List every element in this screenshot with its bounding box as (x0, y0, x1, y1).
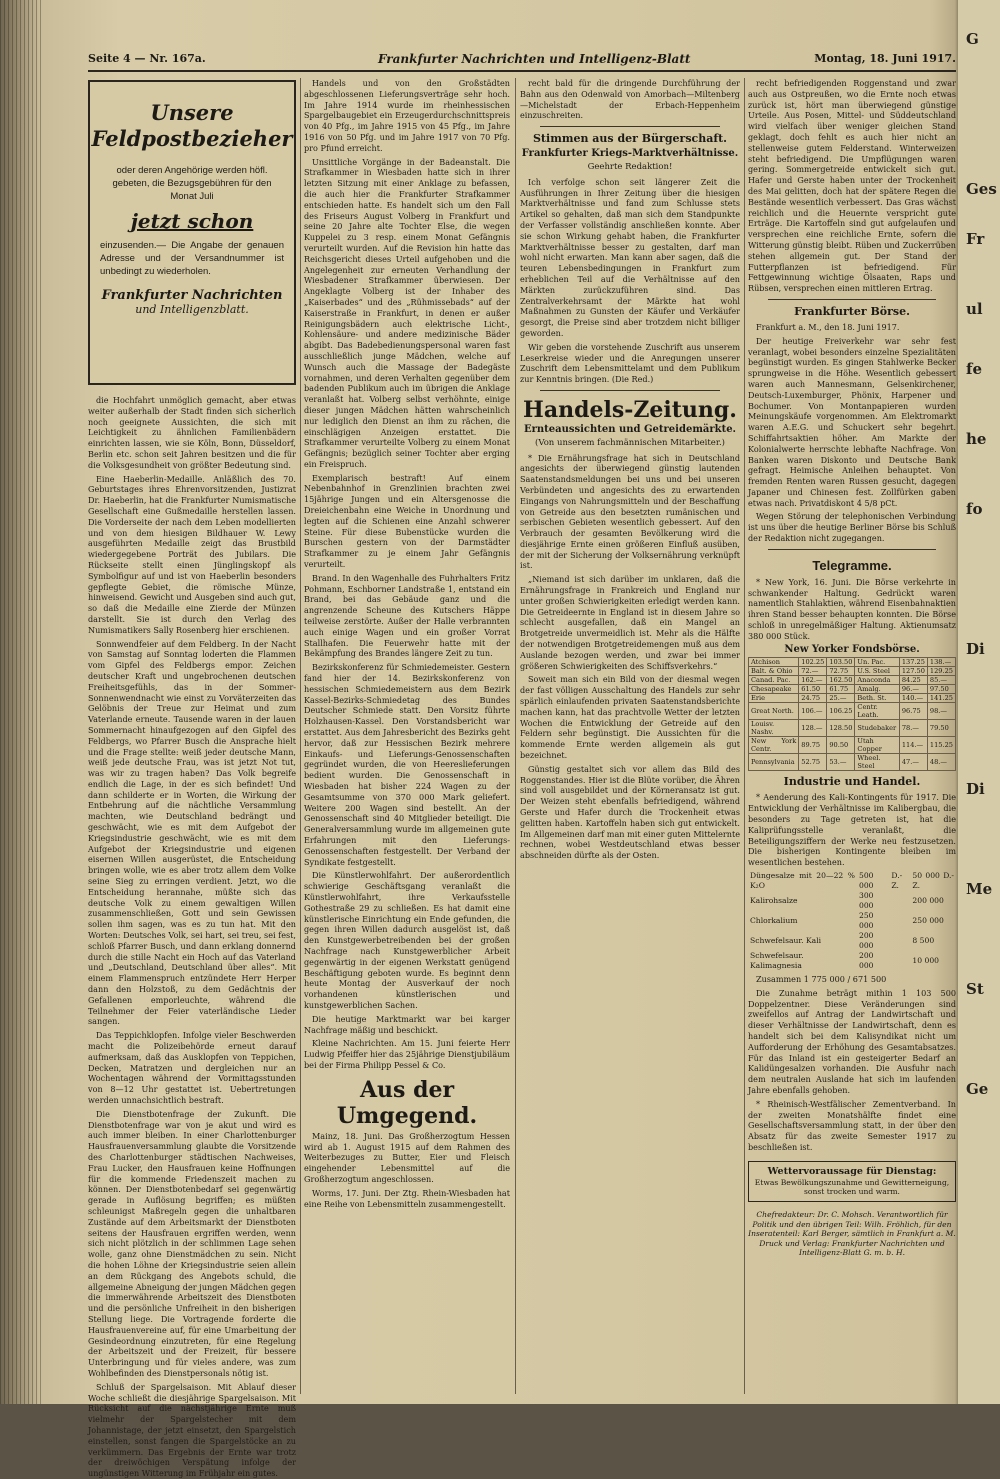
table-title: New Yorker Fondsbörse. (784, 643, 920, 655)
table-cell: 140.— (899, 694, 927, 703)
stock-table (748, 657, 956, 771)
table-cell: 53.— (827, 754, 855, 771)
article-paragraph: Die Dienstbotenfrage der Zukunft. Die Dienstbotenfrage war von je akut und wird es auch immer bleiben. In einer Charlottenburger Hausfrauenversammlung glaubte die Vorsitzende des Charlottenburger städtischen Nachweises, Frau Lucker, den Hausfrauen keine Hoffnungen für die kommende Friedenszeit machen zu können. Der Dienstbotenbedarf sei gegenwärtig gerade in Auflösung begriffen; es müßten schleunigst Maßregeln gegen die unhaltbaren Zustände auf dem Arbeitsmarkt der Dienstboten seitens der Hausfrauen ergriffen werden, wenn sich nicht plötzlich in der schlimmen Lage sehen wolle, ganz ohne Dienstmädchen zu sein. Nicht die hohen Löhne der Kriegsindustrie seien allein an dem Rückgang des Angebots schuld, die allgemeine Abneigung der jungen Mädchen gegen die immerwährende Arbeitszeit des Dienstboten und die persönliche Unfreiheit in den bisherigen Stellung liege. Die Vortragende forderte die Hausfrauenvereine auf, für eine Umarbeitung der Gesindeordnung einzutreten, für eine Regelung der Arbeitszeit und der Freizeit, für bessere Unterbringung und für vieles andere, was zum Wohlbefinden des Dienstpersonals nötig ist. (88, 1108, 296, 1378)
table-cell: Utah Copper (855, 737, 899, 754)
table-row (748, 871, 956, 891)
article-paragraph: Exemplarisch bestraft! Auf einem Nebenbahnhof in Grenzlinien brachten zwei 15jährige Jungen und ein Altersgenosse die Dreieichenbahn eine Weiche in Unordnung und legten auf die Schienen eine Anzahl schwerer Steine. Für diese Bubenstücke wurden die Burschen gestern von der Darmstädter Strafkammer zu je einem Jahr Gefängnis verurteilt. (304, 472, 510, 570)
weather-text: Etwas Bewölkungszunahme und Gewitterneigung, sonst trocken und warm. (754, 1177, 950, 1197)
article-paragraph: * Die Ernährungsfrage hat sich in Deutschland angesichts der überwiegend günstig lautenden Saatenstandsmeldungen bei uns und bei unseren Verbündeten und angesichts des zu erwartenden Eingangs von Nahrungsmitteln und der Beschaffung von Getreide aus den besetzten rumänischen und serbischen Gebieten wesentlich gebessert. Auf den Verbrauch der gesamten Bevölkerung wird die diesjährige Ernte einen größeren Einfluß ausüben, der mit der Sicherung der Volksernährung verknüpft ist. (520, 452, 740, 571)
separator (768, 549, 936, 550)
table-cell: 90.50 (827, 737, 855, 754)
table-row (749, 694, 956, 703)
table-cell: Balt. & Ohio (749, 667, 799, 676)
column-3 (520, 78, 740, 1394)
table-cell: 52.75 (799, 754, 827, 771)
article-paragraph: Schluß der Spargelsaison. Mit Ablauf dieser Woche schließt die diesjährige Spargelsaison. Mit Rücksicht auf die nächstjährige Ernte muß vielmehr der Spargelstecher mit dem Johannistage, der jetzt einsetzt, den Spargelstich einstellen, sonst fangen die Spargelstöcke an zu verkümmern. Das Ergebnis der Ernte war trotz der dreiwöchigen Verspätung infolge der ungünstigen Witterung im Frühjahr ein gutes. (88, 1381, 296, 1479)
adjacent-page-fragment: St (966, 980, 984, 998)
byline: (Von unserem fachmännischen Mitarbeiter.) (535, 437, 725, 448)
table-cell: 25.— (827, 694, 855, 703)
table-cell: Great North. (749, 703, 799, 720)
ad-title: Unsere Feldpostbezieher (91, 100, 293, 151)
article-paragraph: Wir geben die vorstehende Zuschrift aus unserem Leserkreise wieder und die Anregungen unserer Zuschrift dem Lebensmittelamt und dem Publikum zur Kenntnis bringen. (Die Red.) (520, 341, 740, 385)
adjacent-page-fragment: ul (966, 300, 983, 318)
table-row (749, 685, 956, 694)
header-rule (88, 70, 956, 72)
table-cell: Louisv. Nashv. (749, 720, 799, 737)
table-cell: 84.25 (899, 676, 927, 685)
table-cell (889, 951, 910, 971)
masthead: Frankfurter Nachrichten und Intelligenz-Blatt (378, 52, 691, 66)
table-cell: 24.75 (799, 694, 827, 703)
table-cell: 129.25 (927, 667, 955, 676)
ad-signature-sub: und Intelligenzblatt. (135, 303, 249, 316)
table-cell: Beth. St. (855, 694, 899, 703)
table-cell: 128.— (799, 720, 827, 737)
table-cell: 89.75 (799, 737, 827, 754)
table-cell (889, 911, 910, 931)
table-cell: Düngesalze mit 20—22 % K₂O (750, 871, 855, 891)
table-cell: 97.50 (927, 685, 955, 694)
section-heading: Industrie und Handel. (783, 775, 921, 789)
table-cell: 48.— (927, 754, 955, 771)
column-2 (304, 78, 510, 1394)
table-cell: 141.25 (927, 694, 955, 703)
table-cell: 200 000 (858, 951, 874, 971)
table-cell: 61.75 (827, 685, 855, 694)
table-cell: 127.50 (899, 667, 927, 676)
imprint: Chefredakteur: Dr. C. Mohsch. Verantwortlich für Politik und den übrigen Teil: Wilh. Fröhlich, für den Inseratenteil: Karl Berger, sämtlich in Frankfurt a. M. Druck und Verlag: Frankfurter Nachrichten und Intelligenz-Blatt G. m. b. H. (748, 1209, 956, 1258)
table-cell: 300 000 (858, 891, 874, 911)
article-paragraph: Die Zunahme beträgt mithin 1 103 500 Doppelzentner. Diese Veränderungen sind zweifellos auf Antrag der Landwirtschaft und dieser Verhältnisse der Landwirtschaft, denn es handelt sich bei dem Kalisyndikat nicht um Aufforderung der Erhöhung des Gesamtabsatzes. Für das Inland ist ein gesteigerter Bedarf an Kalidüngesalzen vorhanden. Die Ausfuhr nach dem neutralen Auslande hat sich im laufenden Jahre ebenfalls gehoben. (748, 987, 956, 1095)
table-cell: Studebaker (855, 720, 899, 737)
section-subheading: Ernteaussichten und Getreidemärkte. (523, 423, 737, 435)
article-paragraph: Kleine Nachrichten. Am 15. Juni feierte Herr Ludwig Pfeiffer hier das 25jährige Dienstjubiläum bei der Firma Philipp Pessel & Co. (304, 1038, 510, 1070)
article-paragraph: Unsittliche Vorgänge in der Badeanstalt. Die Strafkammer in Wiesbaden hatte sich in ihrer letzten Sitzung mit einer Anklage zu befassen, die auch hier die Frankfurter Strafkammer entschieden hatte. Es handelt sich um den Fall des Friseurs August Volberg in Frankfurt und seine 20 Jahre alte Tochter Else, die wegen Kuppelei zu 3 resp. einem Monat Gefängnis verurteilt wurden. Auf die Revision hin hatte das Reichsgericht dieses Urteil aufgehoben und die Angelegenheit zur erneuten Verhandlung der Wiesbadener Strafkammer überwiesen. Der Angeklagte Volberg ist der Inhaber des „Kaiserbades“ und des „Rühmissebads“ auf der Kaiserstraße in Frankfurt, in denen er außer Reinigungsbädern auch elektrische Licht-, Kohlensäure- und andere medizinische Bäder abgibt. Das Badebedienungspersonal waren fast ausschließlich junge Mädchen, welche auf Wunsch auch die Massage der Badegäste vornahmen, und deren Verhalten gegenüber dem badenden Publikum auch im übrigen die Anklage veranlaßt hat. Volberg selbst verhöhnte, einige dieser jungen Mädchen hätten wahrscheinlich nur lediglich den Dienst an ihm zu rächen, die einschlägigen Anzeigen erstattet. Die Strafkammer verurteilte Volberg zu einem Monat Gefängnis; bezüglich seiner Tochter aber erging ein Freispruch. (304, 156, 510, 469)
table-cell: 114.— (899, 737, 927, 754)
article-paragraph: Sonnwendfeier auf dem Feldberg. In der Nacht von Samstag auf Sonntag loderten die Flammen vom Gipfel des Feldbergs empor. Zeichen deutscher Kraft und ungebrochenen deutschen Freiheitsgefühls, das in der Sommer-Sonnenwendnacht wie einst zu Vorväterzeiten das Gelöbnis der Treue zur Heimat und zum Vaterlande erneute. Tausende waren in der lauen Sommernacht hinaufgezogen auf den Gipfel des Feldbergs, wo Pfarrer Busch die Ansprache hielt und die Frage stellte: weiß jeder deutsche Mann, weiß jede deutsche Frau, was ist jetzt Not tut, was wir zu tragen haben? Das Volk begreife endlich die Lage, in der es sich befindet! Und dann schilderte er in Worten, die Wirkung der Entbehrung auf die nächtliche Versammlung machten, wie Deutschland bedrängt und geschwächt, wie es mit dem Aufgebot der Kriegsindustrie geschwächt, wie es mit dem Aufgebot der Kriegsindustrie und eigenen eisernen Willen ausgerüstet, die Entscheidung bringen wolle, wie es aber trotz allem dem Volke seine Sieg zu erringen verdient. Jetzt, wo die Entscheidung herannahe, müßte sich das deutsche Volk zu einem gewaltigen Willen zusammenschließen, Gott und sein Gewissen sollen ihm sagen, was es zu tun hat. Mit den Worten: Deutsches Volk, sei hart, sei treu, sei fest, schloß Pfarrer Busch, und dann erklang donnernd durch die stille Nacht ein Hoch auf das Vaterland und „Deutschland, Deutschland über alles“. Mit einem Flammenspruch entzündete Herr Herper dann den Holzstoß, zu dem Gedächtnis der Gefallenen emporleuchte, während die Teilnehmer der Feier vaterländische Lieder sangen. (88, 638, 296, 1027)
issue-date: Montag, 18. Juni 1917. (814, 52, 956, 65)
table-cell: 128.50 (827, 720, 855, 737)
table-cell: Schwefelsaur. Kalimagnesia (750, 951, 804, 971)
table-cell: Chlorkalium (750, 916, 798, 926)
article-paragraph: „Niemand ist sich darüber im unklaren, daß die Ernährungsfrage in Frankreich und England nur unter großen Schwierigkeiten erledigt werden kann. Die Getreideernte in England ist in diesem Jahre so schlecht ausgefallen, daß ein Mangel an Brotgetreide unvermeidlich ist. Mehr als die Hälfte der notwendigen Brotgetreidemengen muß aus dem Auslande bezogen werden, und zwar bei immer größeren Schwierigkeiten des Schiffsverkehrs.“ (520, 574, 740, 671)
ad-emphasis: jetzt schon (130, 209, 254, 233)
table-cell: 96.— (899, 685, 927, 694)
article-paragraph: die Hochfahrt unmöglich gemacht, aber etwas weiter außerhalb der Stadt finden sich sicherlich noch geeignete Aussichten, die sich mit Leichtigkeit zu ähnlichen Familienbädern einrichten lassen, wie sie Köln, Bonn, Düsseldorf, Berlin etc. schon seit Jahren besitzen und die für die Volksgesundheit von größter Bedeutung sind. (88, 395, 296, 470)
table-cell: Centr. Leath. (855, 703, 899, 720)
table-row (748, 911, 956, 931)
article-paragraph: recht befriedigenden Roggenstand und zwar auch aus Ostpreußen, wo die Ernte noch etwas zurück ist, hört man überwiegend günstige Urteile. Aus Posen, Mittel- und Süddeutschland wird vielfach über weniger gleichen Stand geklagt, doch fehlt es auch hier nicht an stellenweise gutem Felderstand. Winterweizen steht befriedigend. Die Umpflügungen waren gering. Sommergetreide entwickelt sich gut. Hafer und Gerste haben unter der Trockenheit des Mai gelitten, doch hat der spätere Regen die Bestände wesentlich verbessert. Das Gras wächst reichlich und die Heuernte verspricht gute Erträge. Die Kartoffeln sind gut aufgelaufen und versprechen eine reichliche Ernte, sofern die Witterung günstig bleibt. Rüben und Zuckerrüben stehen allgemein gut. Der Stand der Futterpflanzen ist befriedigend. Für Fettgewinnung wichtige Ölsaaten, Raps und Rübsen, versprechen einen mittleren Ertrag. (748, 78, 956, 294)
article-paragraph: Wegen Störung der telephonischen Verbindung ist uns über die heutige Berliner Börse bis Schluß der Redaktion nicht zugegangen. (748, 511, 956, 544)
table-cell: D.-Z. (891, 871, 903, 891)
table-cell: Un. Pac. (855, 658, 899, 667)
column-divider (300, 78, 301, 1394)
table-cell: 8 500 (912, 936, 935, 946)
table-row (749, 667, 956, 676)
table-cell: Erie (749, 694, 799, 703)
ad-signature: Frankfurter Nachrichten (101, 288, 283, 303)
table-cell: 85.— (927, 676, 955, 685)
article-paragraph: Ich verfolge schon seit längerer Zeit die Ausführungen in Ihrer Zeitung über die hiesigen Marktverhältnisse und fand zum Schlusse stets Artikel so gehalten, daß man sich dem Standpunkte der Verfasser vollständig anschließen konnte. Aber sie schon Wirkung gehabt haben, die Frankfurter Marktverhältnisse besser zu gestalten, darf man wohl nicht erwarten. Man kann aber sagen, daß die teuren Lebensbedingungen in Frankfurt zum erheblichen Teil auf die Verhältnisse auf den Märkten zurückzuführen sind. Das Zentralverkehrsamt der Märkte hat wohl Maßnahmen zu Gunsten der Käufer und Verkäufer gesorgt, die Preise sind aber trotzdem nicht billiger geworden. (520, 176, 740, 338)
table-row (748, 891, 956, 911)
table-row (749, 754, 956, 771)
table-row (749, 737, 956, 754)
table-cell: 250 000 (858, 911, 874, 931)
table-row (749, 703, 956, 720)
table-row (748, 931, 956, 951)
salutation: Geehrte Redaktion! (587, 161, 673, 172)
article-paragraph: Soweit man sich ein Bild von der diesmal wegen der fast völligen Ausschaltung des Handels zur sehr spärlich einlaufenden privaten Saatenstandsberichte machen kann, hat das prachtvolle Wetter der letzten Wochen die Entwicklung der Getreide auf den Feldern sehr begünstigt. Die Aussichten für die kommende Ernte werden allgemein als gut bezeichnet. (520, 674, 740, 761)
adjacent-page-edge (958, 0, 1000, 1404)
weather-title: Wettervoraussage für Dienstag: (767, 1165, 937, 1177)
table-cell: Pennsylvania (749, 754, 799, 771)
article-paragraph: Eine Haeberlin-Medaille. Anläßlich des 70. Geburtstages ihres Ehrenvorsitzenden, Justizrat Dr. Haeberlin, hat die Frankfurter Numismatische Gesellschaft eine Gußmedaille herstellen lassen. Die Vorderseite der nach dem Leben modellierten und von dem hiesigen Bildhauer W. Lewy ausgeführten Medaille zeigt das Brustbild wiedergegebene Porträt des Jubilars. Die Rückseite stellt einen Jünglingskopf als Symbolfigur auf und ist von Haeberlin besonders gepflegte Gebiet, die römische Münze, hinweisend. Gewicht und Ausgeben sind auch gut, so daß die Medaille eine Zierde der Münzen darstellt. Sie ist durch den Verlag des Numismatikers Sally Rosenberg hier erschienen. (88, 473, 296, 635)
table-cell: 50 000 D.-Z. (912, 871, 954, 891)
table-cell: 61.50 (799, 685, 827, 694)
article-paragraph: * New York, 16. Juni. Die Börse verkehrte in schwankender Haltung. Gedrückt waren namentlich Stahlaktien, während Eisenbahnaktien ihren Stand besser behaupten konnten. Die Börse schloß in unregelmäßiger Haltung. Aktienumsatz 380 000 Stück. (748, 576, 956, 641)
table-cell: 72.— (799, 667, 827, 676)
page-number: Seite 4 — Nr. 167a. (88, 52, 206, 65)
column-4 (748, 78, 956, 1394)
table-cell: New York Centr. (749, 737, 799, 754)
table-cell: 79.50 (927, 720, 955, 737)
table-cell: Canad. Pac. (749, 676, 799, 685)
section-subheading: Frankfurter Kriegs-Marktverhältnisse. (521, 148, 739, 160)
table-cell: 115.25 (927, 737, 955, 754)
table-row (749, 720, 956, 737)
page-header (88, 52, 956, 68)
separator (768, 299, 936, 300)
separator (540, 390, 720, 391)
table-cell: 162.50 (827, 676, 855, 685)
article-paragraph: * Aenderung des Kali-Kontingents für 1917. Die Entwicklung der Verhältnisse im Kalibergbau, die besonders zu Tage getreten ist, hat die Kaliprüfungsstelle veranlaßt, die Beteiligungsziffern der Werke neu festzusetzen. Die bisherigen Kontingente bleiben im wesentlichen bestehen. (748, 792, 956, 868)
section-heading: Frankfurter Börse. (794, 304, 910, 318)
table-cell: Schwefelsaur. Kali (750, 936, 822, 946)
article-paragraph: Zusammen 1 775 000 / 671 500 (756, 974, 887, 985)
column-1 (88, 395, 296, 1479)
article-paragraph: * Rheinisch-Westfälischer Zementverband. In der zweiten Monatshälfte findet eine Gesellschaftsversammlung statt, in der über den Absatz für das zweite Semester 1917 zu beschließen ist. (748, 1098, 956, 1152)
book-binding-edge (0, 0, 44, 1404)
article-paragraph: Günstig gestaltet sich vor allem das Bild des Roggenstandes. Hier ist die Blüte vorüber, die Ähren sind voll ausgebildet und der Körneransatz ist gut. Der Weizen steht ebenfalls befriedigend, während Gerste und Hafer durch die Trockenheit etwas gelitten haben. Kartoffeln haben sich gut entwickelt. Im Allgemeinen darf man mit einer guten Mittelernte rechnen, wobei Westdeutschland etwas besser abschneiden dürfte als der Osten. (520, 763, 740, 861)
adjacent-page-fragment: Di (966, 780, 985, 798)
table-cell: Kalirohsalze (750, 896, 798, 906)
article-paragraph: recht bald für die dringende Durchführung der Bahn aus den Odenwald von Amorbach—Miltenberg—Michelstadt der Erbach-Heppenheim einzuschreiten. (520, 78, 740, 121)
section-heading: Aus der Umgegend. (336, 1076, 478, 1129)
table-cell: U.S. Steel (855, 667, 899, 676)
table-cell: Wheel. Steel (855, 754, 899, 771)
table-cell: 102.25 (799, 658, 827, 667)
adjacent-page-fragment: Me (966, 880, 993, 898)
table-cell: 47.— (899, 754, 927, 771)
table-cell: Amalg. (855, 685, 899, 694)
article-paragraph: Die Künstlerwohlfahrt. Der außerordentlich schwierige Geschäftsgang veranlaßt die Künstlerwohlfahrt, ihre Verkaufsstelle Gothestraße 29 zu schließen. Es hat damit eine künstlerische Einrichtung ein Ende gefunden, die gegen ihren Willen dadurch ausgelöst ist, daß den Kunstgewerbetreibenden bei der großen Nachfrage nach Kunstgewerblicher Arbeit gegenwärtig in der eigenen Werkstatt genügend Beschäftigung geboten wurde. Es beginnt denn heute Montag der Ausverkauf der noch vorhandenen künstlerischen und kunstgewerblichen Sachen. (304, 870, 510, 1010)
separator (540, 126, 720, 127)
table-cell: 10 000 (912, 956, 939, 966)
article-paragraph: Bezirkskonferenz für Schmiedemeister. Gestern fand hier der 14. Bezirkskonferenz von hessischen Schmiedemeistern aus dem Bezirk Kassel-Bezirks-Schmiedetag des Bundes Deutscher Schmiede statt. Den Vorsitz führte Holzhausen-Kassel. Den Vorstandsbericht war erstattet. Aus dem Jahresbericht des Bezirks geht hervor, daß zur Hessischen Bezirk mehrere Einkaufs- und Lieferungs-Genossenschaften gegründet wurden, die von Heereslieferungen bedient wurden. Die Genossenschaft in Wiesbaden hat bisher 224 Wagen zu der Gesamtsumme von 370 000 Mark geliefert. Weitere 200 Wagen sind bestellt. An der Genossenschaft sind 40 Mitglieder beteiligt. Die Generalversammlung wurde im allgemeinen gute Erfahrungen mit den Lieferungs-Genossenschaften festgestellt. Der Verband der Syndikate festgestellt. (304, 662, 510, 867)
adjacent-page-fragment: Ges (966, 180, 997, 198)
article-paragraph: Der heutige Freiverkehr war sehr fest veranlagt, wobei besonders einzelne Spezialitäten begünstigt wurden. Es gingen Stahlwerke Becker sprungweise in die Höhe. Wesentlich gebessert waren auch Mannesmann, Gelsenkirchener, Deutsch-Luxemburger, Phönix, Harpener und Bochumer. Von Montanpapieren wurden Meinungskäufe vorgenommen. Am Elektromarkt waren A.E.G. und Schuckert sehr begehrt. Schiffahrtsaktien höher. Am Markte der Kolonialwerte herrschte lebhafte Nachfrage. Von Banken waren Diskonto und Deutsche Bank gefragt. Heimische Anleihen behauptet. Von fremden Renten waren Russen gesucht, dagegen Japaner und Chinesen fest. Zollfürken gaben etwas nach. Privatdiskont 4 5/8 pCt. (748, 335, 956, 508)
column-divider (744, 78, 745, 1394)
adjacent-page-fragment: fo (966, 500, 983, 518)
table-cell: 500 000 (858, 871, 874, 891)
table-cell: 98.— (927, 703, 955, 720)
table-cell: 200 000 (912, 896, 944, 906)
article-paragraph: Frankfurt a. M., den 18. Juni 1917. (756, 321, 900, 332)
adjacent-page-fragment: G (966, 30, 979, 48)
article-paragraph: Mainz, 18. Juni. Das Großherzogtum Hessen wird ab 1. August 1915 auf dem Rahmen des Weiterbezuges zu Butter, Eier und Fleisch eingehender Lebensmittel auf die Großherzogtum angeschlossen. (304, 1130, 510, 1184)
table-cell: 200 000 (858, 931, 874, 951)
article-paragraph: Handels und von den Großstädten abgeschlossenen Lieferungsverträge sehr hoch. Im Jahre 1914 wurde im rheinhessischen Spargelbaugebiet ein Erzeugerdurchschnittspreis von 40 Pfg., im Jahre 1915 von 45 Pfg., im Jahre 1916 von 50 Pfg. und im Jahre 1917 von 70 Pfg. pro Pfund erreicht. (304, 78, 510, 153)
table-row (749, 676, 956, 685)
section-heading: Telegramme. (812, 557, 892, 573)
weather-box (748, 1161, 956, 1202)
table-cell: Chesapeake (749, 685, 799, 694)
table-cell (889, 891, 910, 911)
table-cell: 162.— (799, 676, 827, 685)
adjacent-page-fragment: Di (966, 640, 985, 658)
article-paragraph: Worms, 17. Juni. Der Ztg. Rhein-Wiesbaden hat eine Reihe von Lebensmitteln zusammengestellt. (304, 1187, 510, 1209)
column-divider (515, 78, 516, 1394)
section-heading: Stimmen aus der Bürgerschaft. (532, 132, 727, 146)
article-paragraph: Das Teppichklopfen. Infolge vieler Beschwerden macht die Polizeibehörde erneut darauf aufmerksam, daß das Ausklopfen von Teppichen, Decken, Matratzen und dergleichen nur an Wochentagen während der Vormittagsstunden von 8—12 Uhr gestattet ist. Uebertretungen werden unnachsichtlich bestraft. (88, 1030, 296, 1105)
table-cell: Anaconda (855, 676, 899, 685)
section-heading: Handels-Zeitung. (523, 396, 737, 423)
table-cell: 138.— (927, 658, 955, 667)
kali-table (748, 871, 956, 971)
table-cell: 72.75 (827, 667, 855, 676)
table-row (748, 951, 956, 971)
table-cell: 96.75 (899, 703, 927, 720)
ad-text: oder deren Angehörige werden höfl. gebeten, die Bezugsgebühren für den Monat Juli (112, 165, 272, 202)
adjacent-page-fragment: he (966, 430, 987, 448)
table-cell: 250 000 (912, 916, 944, 926)
subscription-ad (88, 80, 296, 385)
table-cell: 78.— (899, 720, 927, 737)
table-cell (889, 931, 910, 951)
table-cell: 106.25 (827, 703, 855, 720)
table-cell: Atchison (749, 658, 799, 667)
table-row (749, 658, 956, 667)
ad-text-2: einzusenden.— Die Angabe der genauen Adresse und der Versandnummer ist unbedingt zu wiederholen. (100, 240, 284, 277)
article-paragraph: Die heutige Marktmarkt war bei karger Nachfrage mäßig und beschickt. (304, 1013, 510, 1035)
adjacent-page-fragment: Fr (966, 230, 985, 248)
table-cell: 137.25 (899, 658, 927, 667)
article-paragraph: Brand. In den Wagenhalle des Fuhrhalters Fritz Pohmann, Eschborner Landstraße 1, entstand ein Brand, bei das Gebäude ganz und die angrenzende Scheune des Kutschers Häppe teilweise zerstörte. Außer der Halle verbrannten auch einige Wagen und ein großer Vorrat Stallhafen. Die Feuerwehr hatte mit der Bekämpfung des Brandes längere Zeit zu tun. (304, 572, 510, 659)
adjacent-page-fragment: Ge (966, 1080, 989, 1098)
adjacent-page-fragment: fe (966, 360, 982, 378)
table-cell: 106.— (799, 703, 827, 720)
table-cell: 103.50 (827, 658, 855, 667)
